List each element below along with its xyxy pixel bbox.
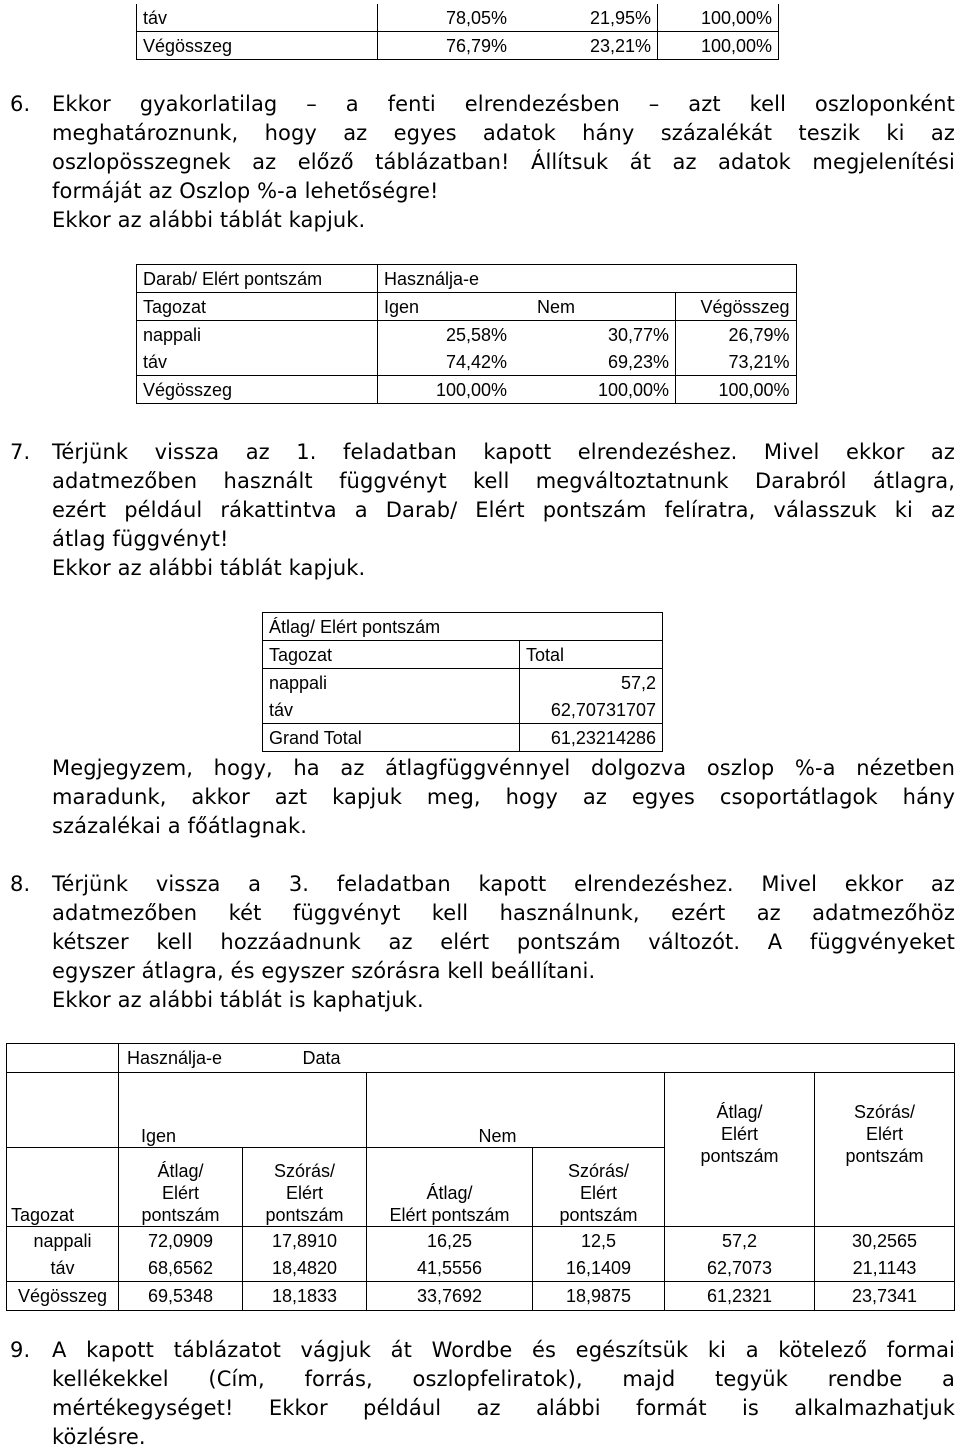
table-cell: 23,21% bbox=[513, 32, 658, 60]
row-label: nappali bbox=[137, 321, 378, 349]
header-line: Szórás/ bbox=[568, 1161, 630, 1181]
table-row bbox=[263, 724, 663, 752]
table-cell: 23,7341 bbox=[815, 1282, 955, 1311]
table-cell: 17,8910 bbox=[243, 1227, 367, 1255]
empty-cell bbox=[815, 1044, 955, 1073]
table-cell: 62,7073 bbox=[665, 1254, 815, 1282]
header-line: Elért bbox=[866, 1124, 904, 1144]
header-line: Átlag/ bbox=[426, 1183, 473, 1203]
table-cell: 100,00% bbox=[658, 32, 779, 60]
text-line: A kapott táblázatot vágjuk át Wordbe és egészítsük ki a kötelező formai bbox=[52, 1338, 955, 1362]
text-line: átlag függvényt! bbox=[52, 527, 229, 551]
text-line: meghatároznunk, hogy az egyes adatok hány százalékát teszik ki az bbox=[52, 121, 955, 145]
header-line: pontszám bbox=[559, 1205, 638, 1225]
row-label: Grand Total bbox=[263, 724, 520, 752]
table-cell: 62,70731707 bbox=[520, 696, 663, 724]
row-label: táv bbox=[137, 348, 378, 376]
step-7-paragraph bbox=[10, 438, 955, 583]
table-cell: 100,00% bbox=[378, 376, 514, 404]
corner-label: Darab/ Elért pontszám bbox=[137, 265, 378, 293]
column-header: Igen bbox=[378, 293, 514, 321]
table-row bbox=[7, 1044, 955, 1073]
table-cell: 18,4820 bbox=[243, 1254, 367, 1282]
header-line: Átlag/ bbox=[157, 1161, 204, 1181]
table-row bbox=[137, 32, 779, 60]
column-header: Nem bbox=[513, 293, 676, 321]
table-row bbox=[137, 4, 779, 32]
table-cell: 16,1409 bbox=[533, 1254, 665, 1282]
header-line: Elért bbox=[580, 1183, 618, 1203]
table-average-stddev bbox=[6, 1043, 955, 1311]
text-line: közlésre. bbox=[52, 1425, 146, 1449]
table-cell: 18,1833 bbox=[243, 1282, 367, 1311]
table-cell: 69,5348 bbox=[119, 1282, 243, 1311]
step-9-paragraph bbox=[10, 1336, 955, 1452]
table-cell: 68,6562 bbox=[119, 1254, 243, 1282]
empty-cell bbox=[243, 1073, 367, 1148]
header-line: Elért bbox=[161, 1183, 199, 1203]
table-row bbox=[7, 1282, 955, 1311]
text-line: maradunk, akkor azt kapjuk meg, hogy az egyes csoportátlagok hány bbox=[52, 785, 955, 809]
table-cell: 100,00% bbox=[513, 376, 676, 404]
table-cell: 12,5 bbox=[533, 1227, 665, 1255]
table-cell: 74,42% bbox=[378, 348, 514, 376]
table-row bbox=[263, 613, 663, 641]
table-cell: 21,95% bbox=[589, 7, 651, 28]
text-line: kellékekkel (Cím, forrás, oszlopfeliratok), majd tegyük rendbe a bbox=[52, 1367, 955, 1391]
table-cell: 16,25 bbox=[367, 1227, 533, 1255]
table-row bbox=[137, 265, 797, 293]
header-line: pontszám bbox=[845, 1146, 924, 1166]
table-column-percent bbox=[136, 264, 797, 404]
table-cell: 72,0909 bbox=[119, 1227, 243, 1255]
table-cell: 61,23214286 bbox=[520, 724, 663, 752]
table-cell: 100,00% bbox=[676, 376, 797, 404]
text-line: adatmezőben használt függvényt kell megváltoztatnunk Darabról átlagra, bbox=[52, 469, 955, 493]
text-line: oszlopösszegnek az előző táblázatban! Állítsuk át az adatok megjelenítési bbox=[52, 150, 955, 174]
row-label: táv bbox=[263, 696, 520, 724]
table-row bbox=[137, 321, 797, 349]
data-field-label: Data bbox=[303, 1044, 601, 1073]
table-cell: 25,58% bbox=[378, 321, 514, 349]
text-line: egyszer átlagra, és egyszer szórásra kell beállítani. bbox=[52, 959, 596, 983]
column-field-label: Használja-e bbox=[119, 1044, 367, 1073]
table-cell: 26,79% bbox=[676, 321, 797, 349]
table-cell: 41,5556 bbox=[367, 1254, 533, 1282]
step-number: 9. bbox=[10, 1338, 31, 1362]
text-line: Térjünk vissza a 3. feladatban kapott elrendezéshez. Mivel ekkor az bbox=[52, 872, 955, 896]
text-line: ezért például rákattintva a Darab/ Elért pontszám felíratra, válasszuk ki az bbox=[52, 498, 955, 522]
table-row bbox=[137, 293, 797, 321]
header-line: Elért bbox=[286, 1183, 324, 1203]
table-row bbox=[7, 1254, 955, 1282]
row-label: táv bbox=[137, 4, 378, 32]
row-label: Végösszeg bbox=[137, 376, 378, 404]
table-cell: 57,2 bbox=[520, 669, 663, 697]
note-paragraph bbox=[52, 754, 955, 841]
row-label: nappali bbox=[263, 669, 520, 697]
column-header bbox=[243, 1148, 367, 1227]
empty-cell bbox=[7, 1073, 119, 1148]
table-cell: 76,79% bbox=[378, 32, 514, 60]
table-cell: 100,00% bbox=[658, 4, 779, 32]
table-row bbox=[263, 669, 663, 697]
column-header bbox=[665, 1073, 815, 1227]
table-cell: 69,23% bbox=[607, 351, 669, 372]
header-line: Elért bbox=[721, 1124, 759, 1144]
row-label: táv bbox=[7, 1254, 119, 1282]
step-number: 8. bbox=[10, 872, 31, 896]
text-line: Ekkor gyakorlatilag – a fenti elrendezésben – azt kell oszloponként bbox=[52, 92, 955, 116]
step-6-paragraph bbox=[10, 90, 955, 235]
table-cell: 30,77% bbox=[513, 321, 676, 349]
step-number: 6. bbox=[10, 92, 31, 116]
text-line: kétszer kell hozzáadnunk az elért pontszám változót. A függvényeket bbox=[52, 930, 955, 954]
table-row bbox=[7, 1073, 955, 1148]
table-cell: 30,2565 bbox=[815, 1227, 955, 1255]
text-line: formáját az Oszlop %-a lehetőségre! bbox=[52, 179, 439, 203]
text-line: Megjegyzem, hogy, ha az átlagfüggvénnyel dolgozva oszlop %-a nézetben bbox=[52, 756, 955, 780]
table-cell: 73,21% bbox=[676, 348, 797, 376]
top-table bbox=[136, 4, 779, 60]
row-label: nappali bbox=[7, 1227, 119, 1255]
column-header: Végösszeg bbox=[676, 293, 797, 321]
row-label: Végösszeg bbox=[137, 32, 378, 60]
text-line: Térjünk vissza az 1. feladatban kapott elrendezéshez. Mivel ekkor az bbox=[52, 440, 955, 464]
header-line: pontszám bbox=[141, 1205, 220, 1225]
header-line: pontszám bbox=[700, 1146, 779, 1166]
group-header-nem: Nem bbox=[367, 1073, 665, 1148]
table-cell: 78,05% bbox=[378, 4, 514, 32]
table-row bbox=[263, 696, 663, 724]
empty-cell bbox=[676, 265, 797, 293]
text-line: Ekkor az alábbi táblát is kaphatjuk. bbox=[52, 988, 424, 1012]
column-header bbox=[533, 1148, 665, 1227]
corner-label: Átlag/ Elért pontszám bbox=[263, 613, 663, 641]
row-field-label: Tagozat bbox=[7, 1148, 119, 1227]
header-line: Szórás/ bbox=[273, 1161, 336, 1181]
text-line: százalékai a főátlagnak. bbox=[52, 814, 307, 838]
table-average bbox=[262, 612, 663, 752]
row-label: Végösszeg bbox=[7, 1282, 119, 1311]
column-field-label: Használja-e bbox=[378, 265, 676, 293]
table-row bbox=[137, 348, 797, 376]
table-cell: 61,2321 bbox=[665, 1282, 815, 1311]
column-header bbox=[119, 1148, 243, 1227]
text-line: mértékegységet! Ekkor például az alábbi formát is alkalmazhatjuk bbox=[52, 1396, 955, 1420]
text-line: Ekkor az alábbi táblát kapjuk. bbox=[52, 208, 366, 232]
text-line: Ekkor az alábbi táblát kapjuk. bbox=[52, 556, 366, 580]
header-line: pontszám bbox=[265, 1205, 344, 1225]
step-8-paragraph bbox=[10, 870, 955, 1015]
header-line: Elért pontszám bbox=[389, 1205, 510, 1225]
table-cell: 57,2 bbox=[665, 1227, 815, 1255]
group-header-igen: Igen bbox=[119, 1073, 243, 1148]
table-row bbox=[263, 641, 663, 669]
table-cell: 18,9875 bbox=[533, 1282, 665, 1311]
step-number: 7. bbox=[10, 440, 31, 464]
header-line: Szórás/ bbox=[854, 1102, 916, 1122]
table-row bbox=[137, 376, 797, 404]
column-header: Total bbox=[520, 641, 663, 669]
table-cell: 21,1143 bbox=[815, 1254, 955, 1282]
table-row bbox=[7, 1227, 955, 1255]
column-header bbox=[815, 1073, 955, 1227]
row-field-label: Tagozat bbox=[263, 641, 520, 669]
column-header bbox=[367, 1148, 533, 1227]
header-line: Átlag/ bbox=[716, 1102, 763, 1122]
text-line: adatmezőben két függvényt kell használnunk, ezért az adatmezőhöz bbox=[52, 901, 955, 925]
table-cell: 33,7692 bbox=[367, 1282, 533, 1311]
empty-cell bbox=[7, 1044, 119, 1073]
row-field-label: Tagozat bbox=[137, 293, 378, 321]
empty-cell bbox=[665, 1044, 815, 1073]
